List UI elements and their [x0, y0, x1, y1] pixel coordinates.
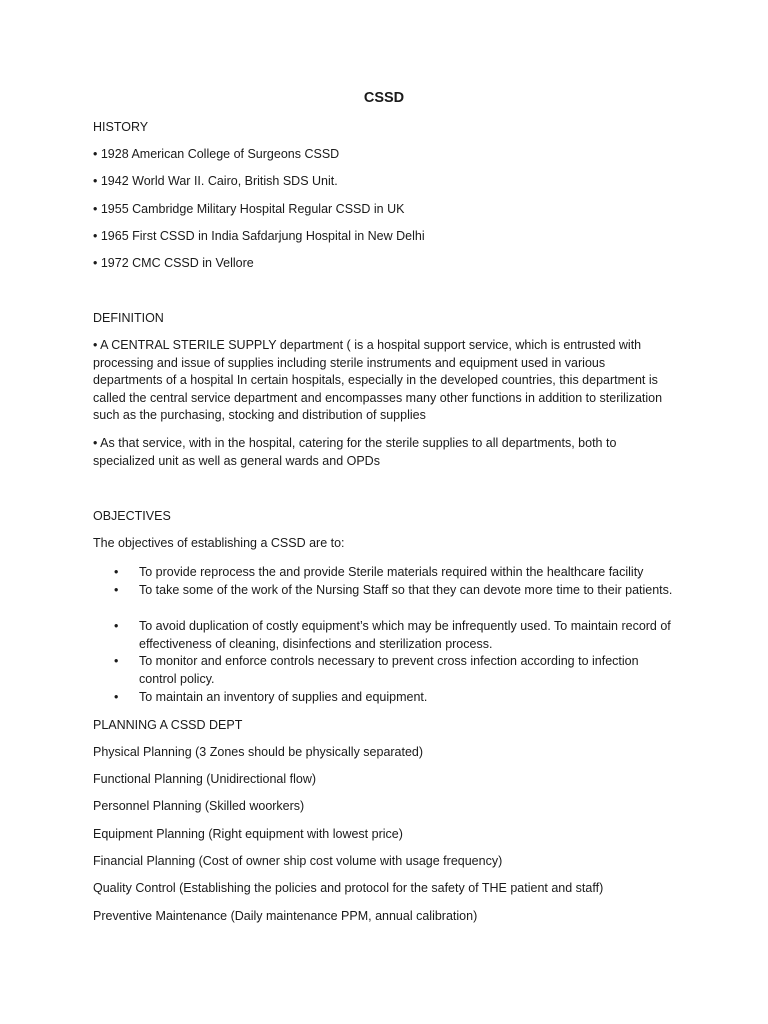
history-heading: HISTORY: [93, 120, 149, 134]
bullet-icon: •: [114, 654, 119, 668]
objectives-heading: OBJECTIVES: [93, 509, 171, 523]
bullet-icon: •: [114, 565, 119, 579]
bullet-icon: •: [114, 690, 119, 704]
planning-heading: PLANNING A CSSD DEPT: [93, 718, 243, 732]
definition-heading: DEFINITION: [93, 311, 164, 325]
definition-paragraph: • As that service, with in the hospital, catering for the sterile supplies to all departments, both to specialized unit as well as general wards and OPDs: [93, 436, 617, 468]
objective-text: To monitor and enforce controls necessary to prevent cross infection according to infection control policy.: [139, 654, 639, 686]
planning-item: Quality Control (Establishing the policies and protocol for the safety of THE patient and staff): [93, 881, 604, 895]
history-item: • 1928 American College of Surgeons CSSD: [93, 147, 340, 161]
planning-item: Equipment Planning (Right equipment with lowest price): [93, 827, 403, 841]
history-item: • 1942 World War II. Cairo, British SDS Unit.: [93, 174, 338, 188]
objective-text: To take some of the work of the Nursing Staff so that they can devote more time to their patients.: [139, 583, 673, 597]
objective-text: To provide reprocess the and provide Sterile materials required within the healthcare facility: [139, 565, 644, 579]
bullet-icon: •: [114, 583, 119, 597]
objective-text: To maintain an inventory of supplies and equipment.: [139, 690, 428, 704]
objectives-intro: The objectives of establishing a CSSD are to:: [93, 536, 345, 550]
planning-item: Preventive Maintenance (Daily maintenance PPM, annual calibration): [93, 909, 478, 923]
bullet-icon: •: [114, 619, 119, 633]
history-item: • 1972 CMC CSSD in Vellore: [93, 256, 254, 270]
document-title: CSSD: [363, 90, 405, 106]
planning-item: Physical Planning (3 Zones should be physically separated): [93, 745, 424, 759]
history-item: • 1955 Cambridge Military Hospital Regular CSSD in UK: [93, 202, 405, 216]
planning-item: Functional Planning (Unidirectional flow): [93, 772, 317, 786]
history-item: • 1965 First CSSD in India Safdarjung Hospital in New Delhi: [93, 229, 425, 243]
planning-item: Personnel Planning (Skilled woorkers): [93, 799, 305, 813]
definition-paragraph: • A CENTRAL STERILE SUPPLY department ( is a hospital support service, which is entrusted with processing and issue of supplies including sterile instruments and equipment used in various departments of a hospital In certain hospitals, especially in the developed countries, this department is called the central service department and encompasses many other functions in addition to sterilization such as the purchasing, stocking and distribution of supplies: [93, 338, 663, 422]
objective-text: To avoid duplication of costly equipment’s which may be infrequently used. To maintain record of effectiveness of cleaning, disinfections and sterilization process.: [139, 619, 671, 651]
planning-item: Financial Planning (Cost of owner ship cost volume with usage frequency): [93, 854, 503, 868]
